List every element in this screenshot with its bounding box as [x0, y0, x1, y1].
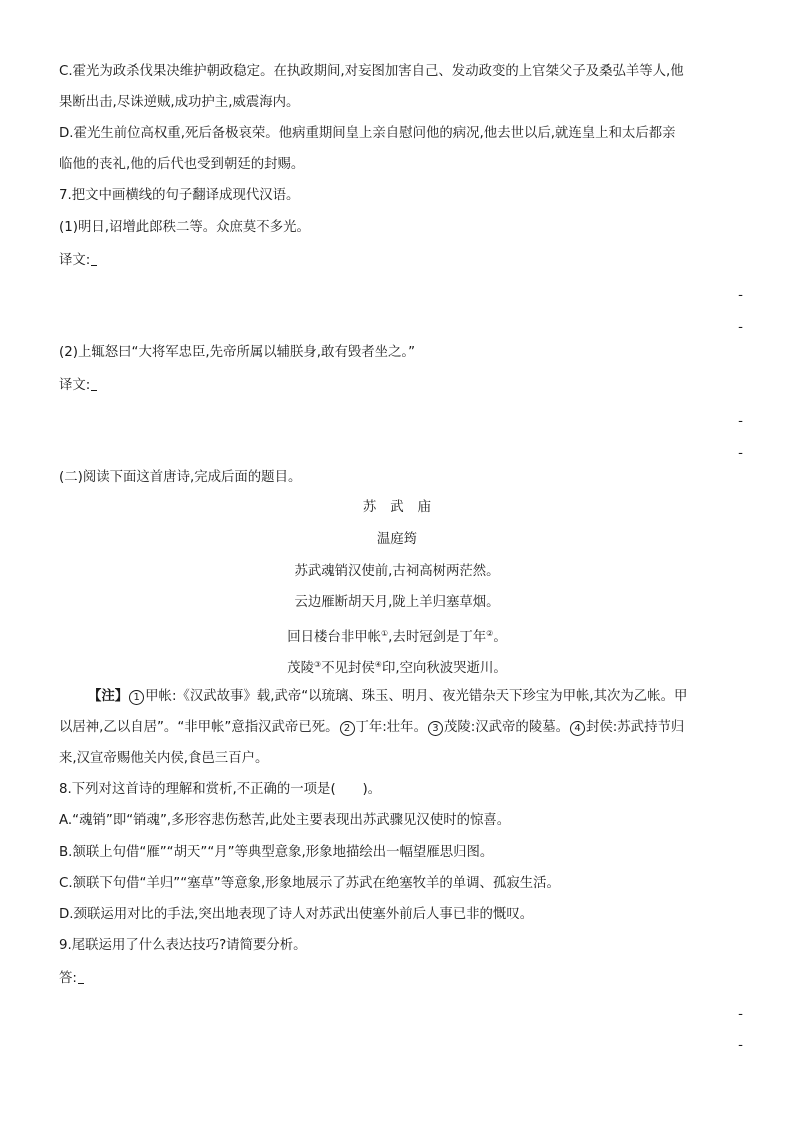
q7-sentence-2: (2)上辄怒曰“大将军忠臣,先帝所属以辅朕身,敢有毁者坐之。”: [59, 345, 416, 360]
answer-blank[interactable]: [91, 378, 97, 391]
footnote-marker-3: ③: [314, 660, 322, 669]
answer-line-end: -: [738, 414, 743, 429]
poem-line-2: 云边雁断胡天月,陇上羊归塞草烟。: [294, 595, 500, 610]
footnote-marker-4: ④: [374, 660, 382, 669]
q7-stem: 7.把文中画横线的句子翻译成现代汉语。: [59, 188, 300, 203]
note-number-1: 1: [129, 690, 144, 705]
answer-blank[interactable]: [78, 971, 84, 984]
answer-label: 译文:: [59, 378, 91, 393]
answer-line-end: -: [738, 288, 743, 303]
note-line-1: 【注】 1 甲帐:《汉武故事》载,武帝“以琉璃、珠玉、明月、夜光错杂天下珍宝为甲帐,其次为乙帐。甲: [88, 689, 688, 704]
q8-option-a: A.“魂销”即“销魂”,多形容悲伤愁苦,此处主要表现出苏武骤见汉使时的惊喜。: [59, 813, 511, 828]
answer-line-end: -: [738, 1007, 743, 1022]
answer-blank[interactable]: [91, 253, 97, 266]
answer-line-end: -: [738, 1038, 743, 1053]
poem-line-4: 茂陵③不见封侯④印,空向秋波哭逝川。: [287, 660, 507, 676]
answer-line-end: -: [738, 320, 743, 335]
q6-option-c-line1: C.霍光为政杀伐果决维护朝政稳定。在执政期间,对妄图加害自己、发动政变的上官桀父子及桑弘羊等人,他: [59, 64, 684, 79]
q6-option-d-line2: 临他的丧礼,他的后代也受到朝廷的封赐。: [59, 157, 305, 172]
q8-option-d: D.颈联运用对比的手法,突出地表现了诗人对苏武出使塞外前后人事已非的慨叹。: [59, 907, 534, 922]
answer-line-end: -: [738, 446, 743, 461]
note-line-2: 以居神,乙以自居”。“非甲帐”意指汉武帝已死。 2 丁年:壮年。 3 茂陵:汉武帝的陵墓。 4 封侯:苏武持节归: [59, 720, 685, 735]
note-number-2: 2: [340, 721, 355, 736]
section-2-title: (二)阅读下面这首唐诗,完成后面的题目。: [59, 470, 302, 485]
note-tag: 【注】: [88, 689, 129, 704]
q6-option-d-line1: D.霍光生前位高权重,死后备极哀荣。他病重期间皇上亲自慰问他的病况,他去世以后,就连皇上和太后都亲: [59, 126, 676, 141]
poem-line-1: 苏武魂销汉使前,古祠高树两茫然。: [294, 564, 500, 579]
q7-sentence-1: (1)明日,诏增此郎秩二等。众庶莫不多光。: [59, 220, 310, 235]
poem-title: 苏武庙: [362, 500, 446, 515]
q8-option-b: B.颔联上句借“雁”“胡天”“月”等典型意象,形象地描绘出一幅望雁思归图。: [59, 845, 494, 860]
q8-option-c: C.颔联下句借“羊归”“塞草”等意象,形象地展示了苏武在绝塞牧羊的单调、孤寂生活。: [59, 876, 560, 891]
note-number-3: 3: [428, 721, 443, 736]
q6-option-c-line2: 果断出击,尽诛逆贼,成功护主,威震海内。: [59, 95, 300, 110]
footnote-marker-1: ①: [381, 629, 389, 638]
note-line-3: 来,汉宣帝赐他关内侯,食邑三百户。: [59, 751, 269, 766]
q9-stem: 9.尾联运用了什么表达技巧?请简要分析。: [59, 938, 307, 953]
poem-author: 温庭筠: [376, 532, 418, 547]
footnote-marker-2: ②: [486, 629, 494, 638]
answer-label: 答:: [59, 971, 77, 986]
q7-answer-2: [59, 376, 743, 396]
answer-label: 译文:: [59, 253, 91, 268]
q7-answer-1: [59, 251, 743, 271]
note-number-4: 4: [570, 721, 585, 736]
q8-stem: 8.下列对这首诗的理解和赏析,不正确的一项是( )。: [59, 782, 382, 797]
q9-answer: [59, 969, 743, 989]
poem-line-3: 回日楼台非甲帐①,去时冠剑是丁年②。: [287, 629, 507, 645]
